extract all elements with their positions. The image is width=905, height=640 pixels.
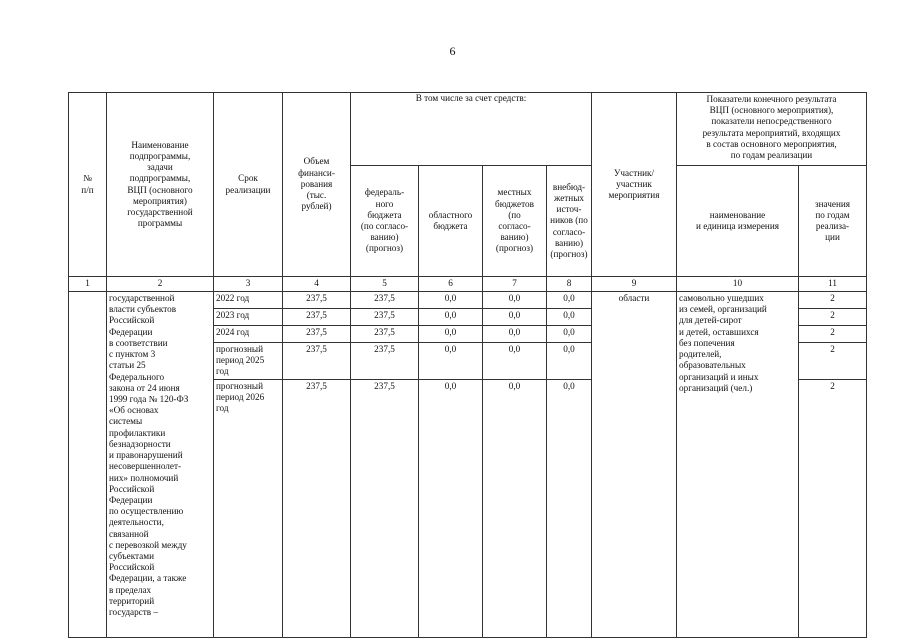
period-local: 0,0 (483, 380, 547, 638)
header-col-local: местных бюджетов (по согласо- ванию) (прогноз) (483, 166, 547, 277)
header-group-indicators: Показатели конечного результата ВЦП (основного мероприятия), показатели непосредственного результата мероприятий, входящих в состав основного мероприятия, по годам реализации (677, 93, 867, 166)
period-local: 0,0 (483, 309, 547, 326)
period-total: 237,5 (283, 343, 351, 380)
column-number: 5 (351, 277, 419, 292)
column-number-row (69, 277, 867, 292)
period-federal: 237,5 (351, 326, 419, 343)
column-number: 3 (214, 277, 283, 292)
header-col-name: Наименование подпрограммы, задачи подпрограммы, ВЦП (основного мероприятия) государственной программы (107, 93, 214, 277)
period-regional: 0,0 (419, 343, 483, 380)
period-term: 2024 год (214, 326, 283, 343)
program-table (68, 92, 867, 638)
table-row (69, 292, 867, 309)
header-col-indicator-name: наименование и единица измерения (677, 166, 799, 277)
period-total: 237,5 (283, 380, 351, 638)
period-extra: 0,0 (547, 326, 592, 343)
column-number: 6 (419, 277, 483, 292)
indicator-value: 2 (799, 309, 867, 326)
period-federal: 237,5 (351, 343, 419, 380)
header-col-federal: федераль- ного бюджета (по согласо- ванию) (прогноз) (351, 166, 419, 277)
header-col-regional: областного бюджета (419, 166, 483, 277)
column-number: 11 (799, 277, 867, 292)
column-number: 7 (483, 277, 547, 292)
period-extra: 0,0 (547, 343, 592, 380)
period-regional: 0,0 (419, 292, 483, 309)
period-federal: 237,5 (351, 380, 419, 638)
period-federal: 237,5 (351, 292, 419, 309)
period-local: 0,0 (483, 343, 547, 380)
period-local: 0,0 (483, 326, 547, 343)
indicator-name-cell: самовольно ушедших из семей, организаций для детей-сирот и детей, оставшихся без попечения родителей, образовательных организаций и иных организаций (чел.) (677, 292, 799, 638)
period-regional: 0,0 (419, 380, 483, 638)
period-regional: 0,0 (419, 309, 483, 326)
indicator-value: 2 (799, 292, 867, 309)
indicator-value: 2 (799, 343, 867, 380)
header-col-number: № п/п (69, 93, 107, 277)
column-number: 9 (592, 277, 677, 292)
column-number: 4 (283, 277, 351, 292)
header-group-funds: В том числе за счет средств: (351, 93, 592, 166)
indicator-value: 2 (799, 326, 867, 343)
column-number: 2 (107, 277, 214, 292)
period-extra: 0,0 (547, 380, 592, 638)
header-col-participant: Участник/ участник мероприятия (592, 93, 677, 277)
period-extra: 0,0 (547, 292, 592, 309)
column-number: 8 (547, 277, 592, 292)
row-name-cell: государственной власти субъектов Российской Федерации в соответствии с пунктом 3 статьи 25 Федерального закона от 24 июня 1999 года № 120-ФЗ «Об основах системы профилактики безнадзорности и правонарушений несовершеннолет- них» полномочий Российской Федерации по осуществлению деятельности, связанной с перевозкой между субъектами Российской Федерации, а также в пределах территорий государств – (107, 292, 214, 638)
indicator-value: 2 (799, 380, 867, 638)
period-term: 2022 год (214, 292, 283, 309)
column-number: 10 (677, 277, 799, 292)
header-col-total: Объем финанси- рования (тыс. рублей) (283, 93, 351, 277)
period-term: 2023 год (214, 309, 283, 326)
period-term: прогнозный период 2026 год (214, 380, 283, 638)
row-number-cell (69, 292, 107, 638)
column-number: 1 (69, 277, 107, 292)
period-federal: 237,5 (351, 309, 419, 326)
header-col-extra: внебюд- жетных источ- ников (по согласо- ванию) (прогноз) (547, 166, 592, 277)
period-total: 237,5 (283, 326, 351, 343)
header-col-indicator-value: значения по годам реализа- ции (799, 166, 867, 277)
participant-cell: области (592, 292, 677, 638)
period-total: 237,5 (283, 309, 351, 326)
period-extra: 0,0 (547, 309, 592, 326)
period-local: 0,0 (483, 292, 547, 309)
period-term: прогнозный период 2025 год (214, 343, 283, 380)
header-row-1 (69, 93, 867, 166)
period-regional: 0,0 (419, 326, 483, 343)
period-total: 237,5 (283, 292, 351, 309)
page-number: 6 (449, 44, 456, 58)
header-col-term: Срок реализации (214, 93, 283, 277)
